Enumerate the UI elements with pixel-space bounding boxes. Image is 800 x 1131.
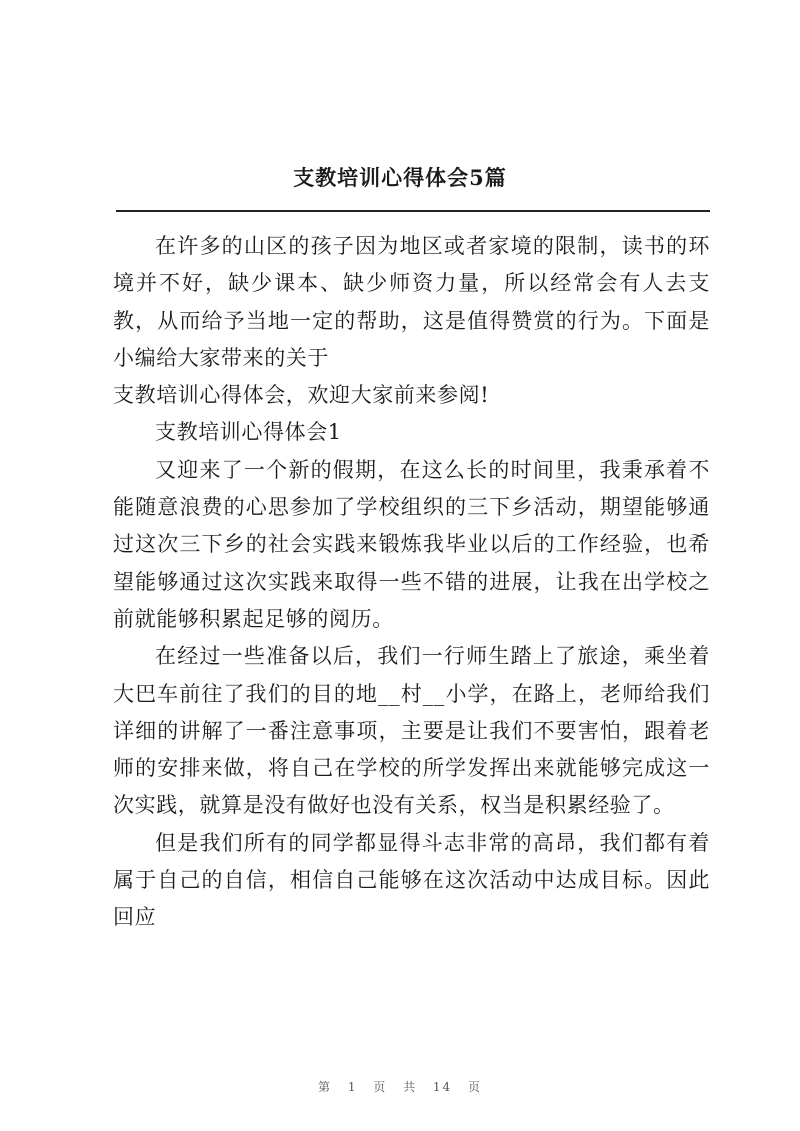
- body-paragraph-1: 又迎来了一个新的假期，在这么长的时间里，我秉承着不能随意浪费的心思参加了学校组织的三下乡活动，期望能够通过这次三下乡的社会实践来锻炼我毕业以后的工作经验，也希望能够通过这次实践来取得一些不错的进展，让我在出学校之前就能够积累起足够的阅历。: [113, 457, 710, 631]
- intro-continuation: 支教培训心得体会，欢迎大家前来参阅!: [113, 383, 490, 408]
- page-number: 第 1 页 共 14 页: [318, 1080, 482, 1094]
- body-paragraph-3: 但是我们所有的同学都显得斗志非常的高昂，我们都有着属于自己的自信，相信自己能够在这次活动中达成目标。因此回应: [113, 830, 710, 930]
- intro-paragraph: 在许多的山区的孩子因为地区或者家境的限制，读书的环境并不好，缺少课本、缺少师资力量，所以经常会有人去支教，从而给予当地一定的帮助，这是值得赞赏的行为。下面是小编给大家带来的关于: [113, 234, 710, 370]
- title-divider: [116, 210, 710, 212]
- section-heading: 支教培训心得体会1: [155, 420, 342, 445]
- document-body: [113, 228, 710, 937]
- document-title: 支教培训心得体会5篇: [293, 165, 507, 190]
- body-paragraph-2: 在经过一些准备以后，我们一行师生踏上了旅途，乘坐着大巴车前往了我们的目的地__村__小学，在路上，老师给我们详细的讲解了一番注意事项，主要是让我们不要害怕，跟着老师的安排来做，将自己在学校的所学发挥出来就能够完成这一次实践，就算是没有做好也没有关系，权当是积累经验了。: [113, 644, 710, 818]
